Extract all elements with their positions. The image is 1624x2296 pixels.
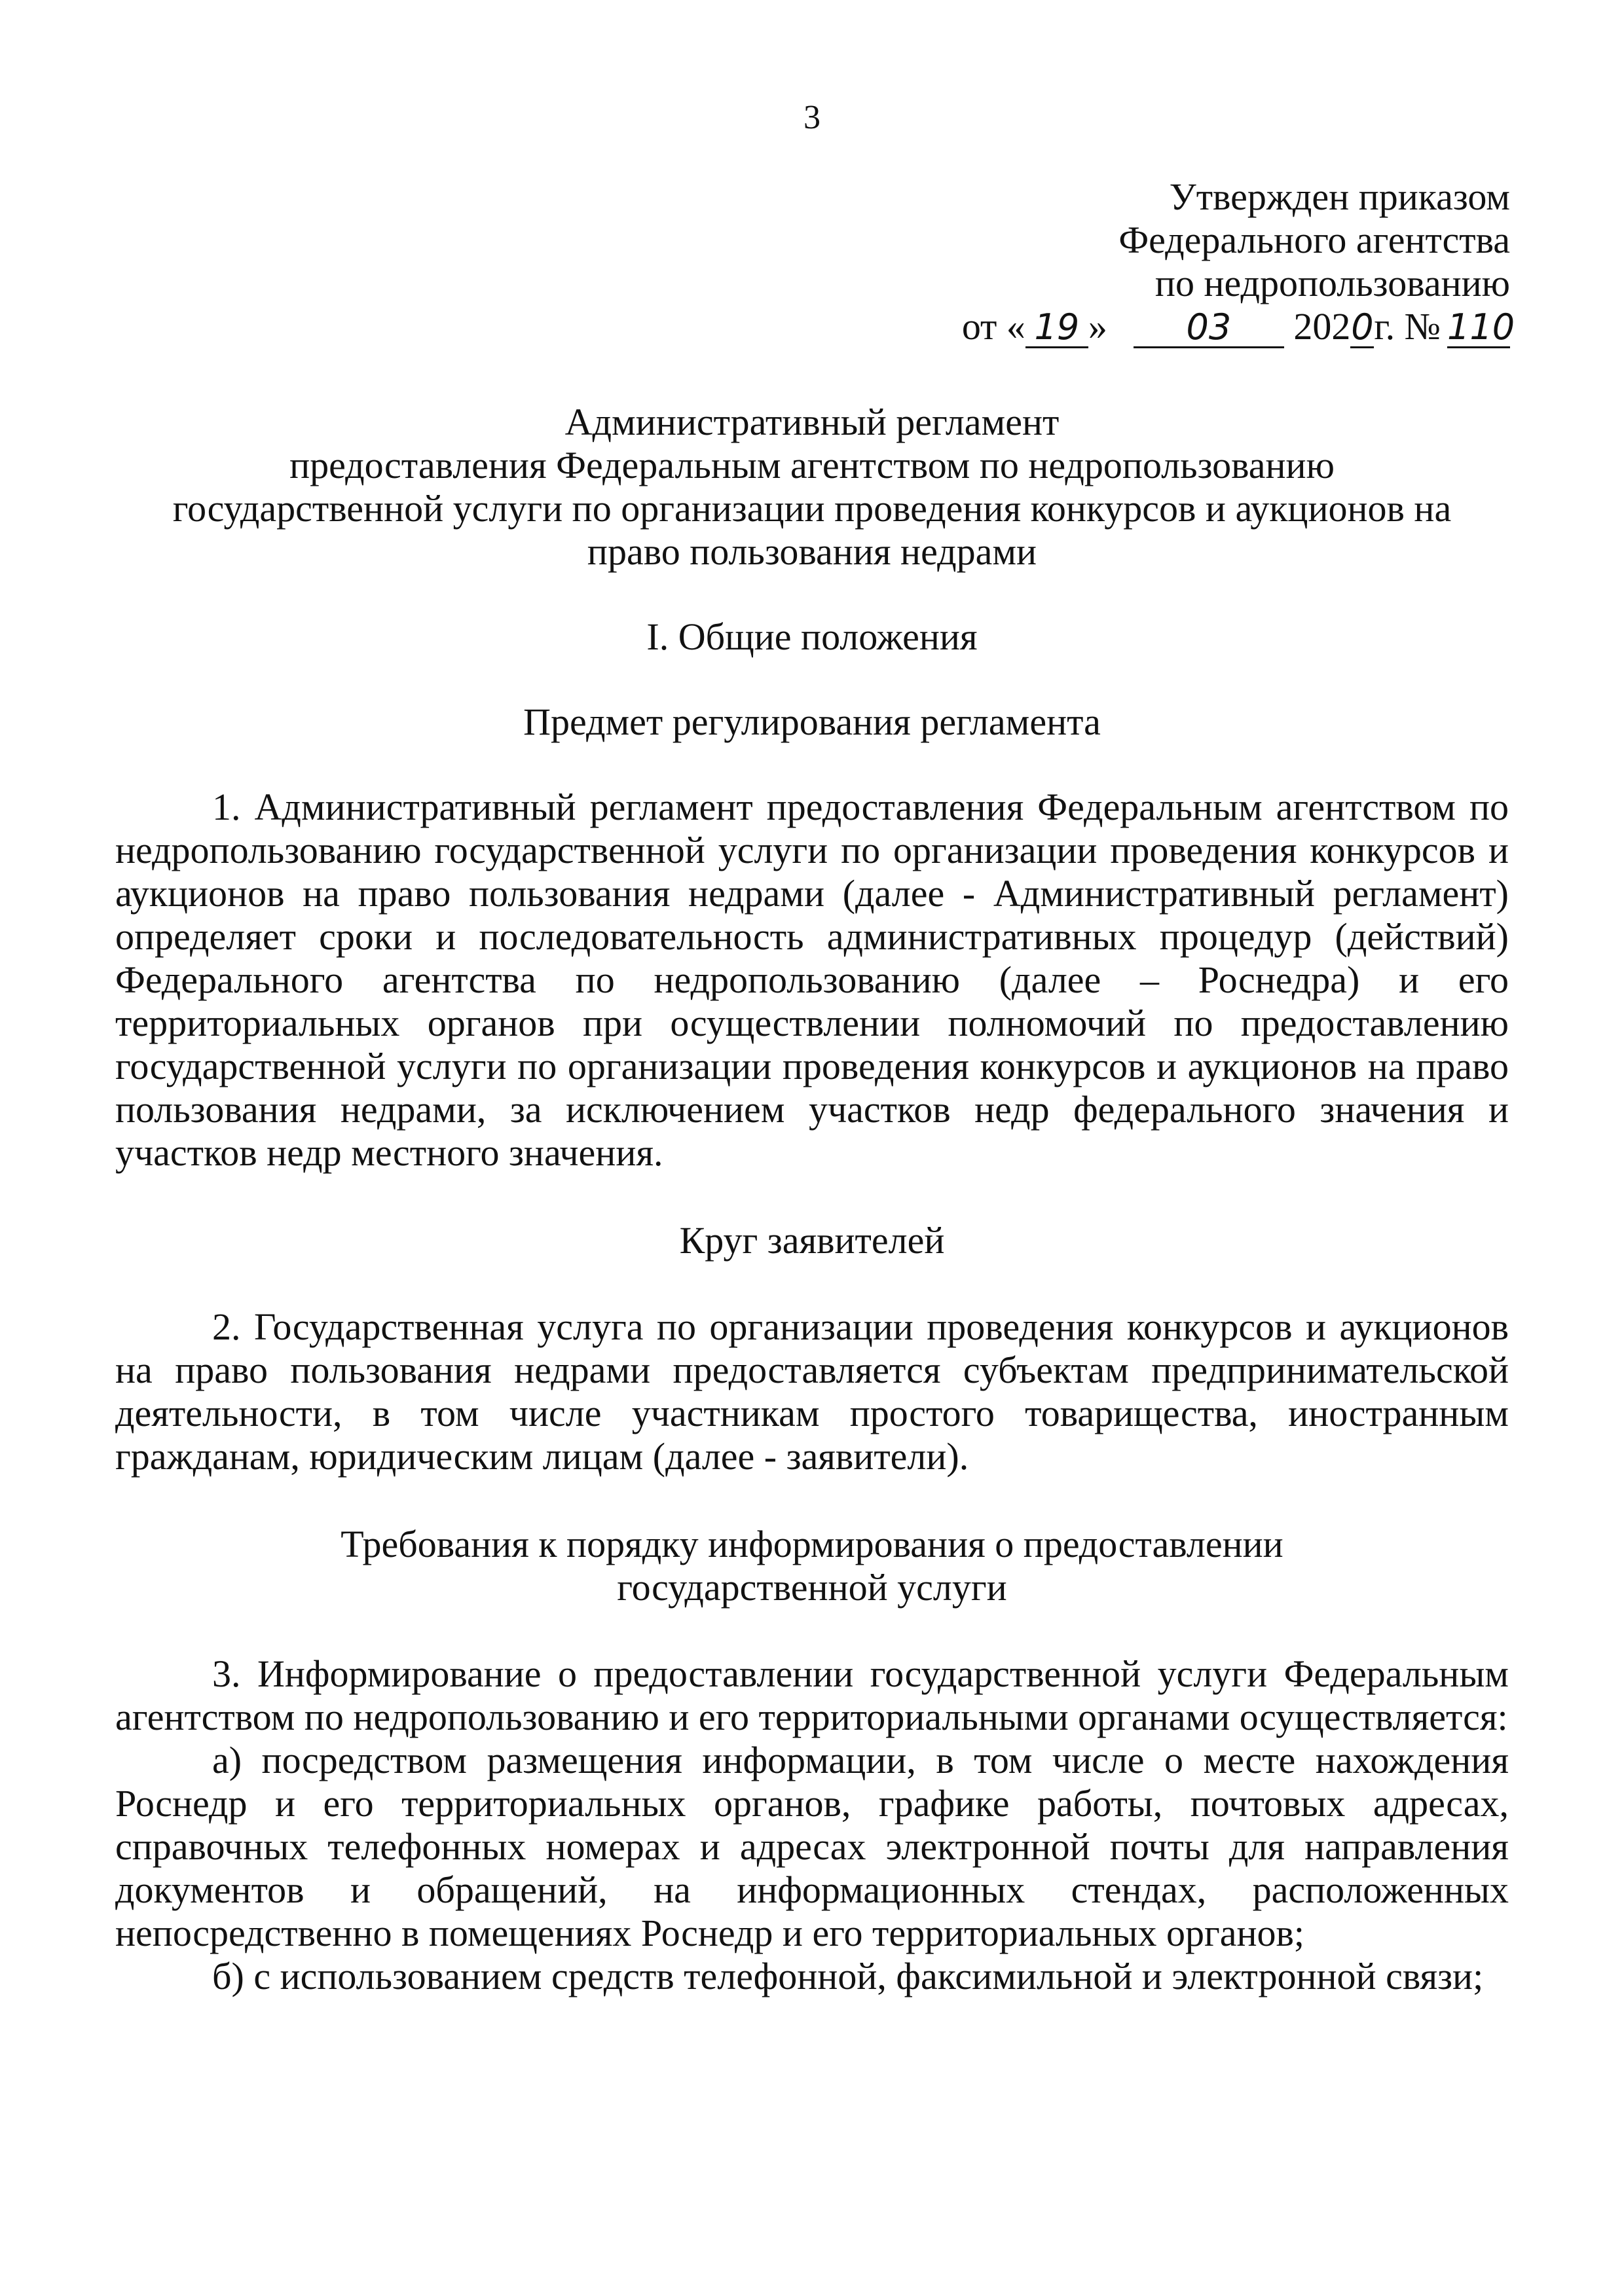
date-prefix: от « (961, 305, 1025, 348)
subheading-applicants: Круг заявителей (679, 1219, 945, 1262)
handwritten-day: 19 (1025, 308, 1088, 348)
list-item-a: а) посредством размещения информации, в том числе о месте нахождения Роснедр и его территориальных органов, графике работы, почтовых адресах, справочных телефонных номерах и адресах электронной почты для направления документов и обращений, на информационных стендах, расположенных непосредственно в помещениях Роснедр и его территориальных органов; (115, 1739, 1509, 1954)
title-line-4: право пользования недрами (587, 530, 1037, 573)
paragraph-2-text: 2. Государственная услуга по организации проведения конкурсов и аукционов на право пользования недрами предоставляется субъектам предпринимательской деятельности, в том числе участникам простого товарищества, иностранным гражданам, юридическим лицам (далее - заявители). (115, 1305, 1509, 1478)
year-prefix: 202 (1293, 305, 1351, 348)
subheading-information (115, 1523, 1509, 1609)
handwritten-order-number: 110 (1447, 306, 1515, 348)
title-line-2: предоставления Федеральным агентством по недропользованию (289, 444, 1335, 486)
approval-line-2: Федерального агентства (1118, 219, 1510, 261)
approval-date-line (961, 305, 1515, 348)
paragraph-2 (115, 1305, 1509, 1478)
handwritten-year-digit: 0 (1351, 306, 1374, 348)
document-title (115, 401, 1509, 574)
list-item-b: б) с использованием средств телефонной, факсимильной и электронной связи; (212, 1955, 1484, 1997)
date-day-close: » (1088, 305, 1107, 348)
handwritten-month: 03 (1134, 308, 1284, 348)
section-heading: I. Общие положения (646, 615, 978, 658)
approval-line-3: по недропользованию (1154, 262, 1510, 304)
paragraph-3-text: 3. Информирование о предоставлении государственной услуги Федеральным агентством по недропользованию и его территориальными органами осуществляется: (115, 1652, 1509, 1738)
subheading-subject: Предмет регулирования регламента (523, 701, 1101, 743)
title-line-3: государственной услуги по организации проведения конкурсов и аукционов на (172, 487, 1452, 530)
subheading-information-line-1: Требования к порядку информирования о предоставлении (341, 1523, 1283, 1565)
subheading-information-line-2: государственной услуги (617, 1566, 1007, 1609)
paragraph-1 (115, 786, 1509, 1175)
title-line-1: Административный регламент (564, 401, 1060, 443)
approval-stamp (961, 175, 1515, 348)
paragraph-1-text: 1. Административный регламент предоставления Федеральным агентством по недропользованию государственной услуги по организации проведения конкурсов и аукционов на право пользования недрами (далее - Административный регламент) определяет сроки и последовательность административных процедур (действий) Федерального агентства по недропользованию (далее – Роснедра) и его территориальных органов при осуществлении полномочий по предоставлению государственной услуги по организации проведения конкурсов и аукционов на право пользования недрами, за исключением участков недр федерального значения и участков недр местного значения. (115, 786, 1509, 1174)
paragraph-3 (115, 1652, 1509, 1998)
page-number: 3 (803, 99, 821, 136)
year-suffix: г. № (1374, 305, 1441, 348)
approval-line-1: Утвержден приказом (1169, 175, 1510, 218)
